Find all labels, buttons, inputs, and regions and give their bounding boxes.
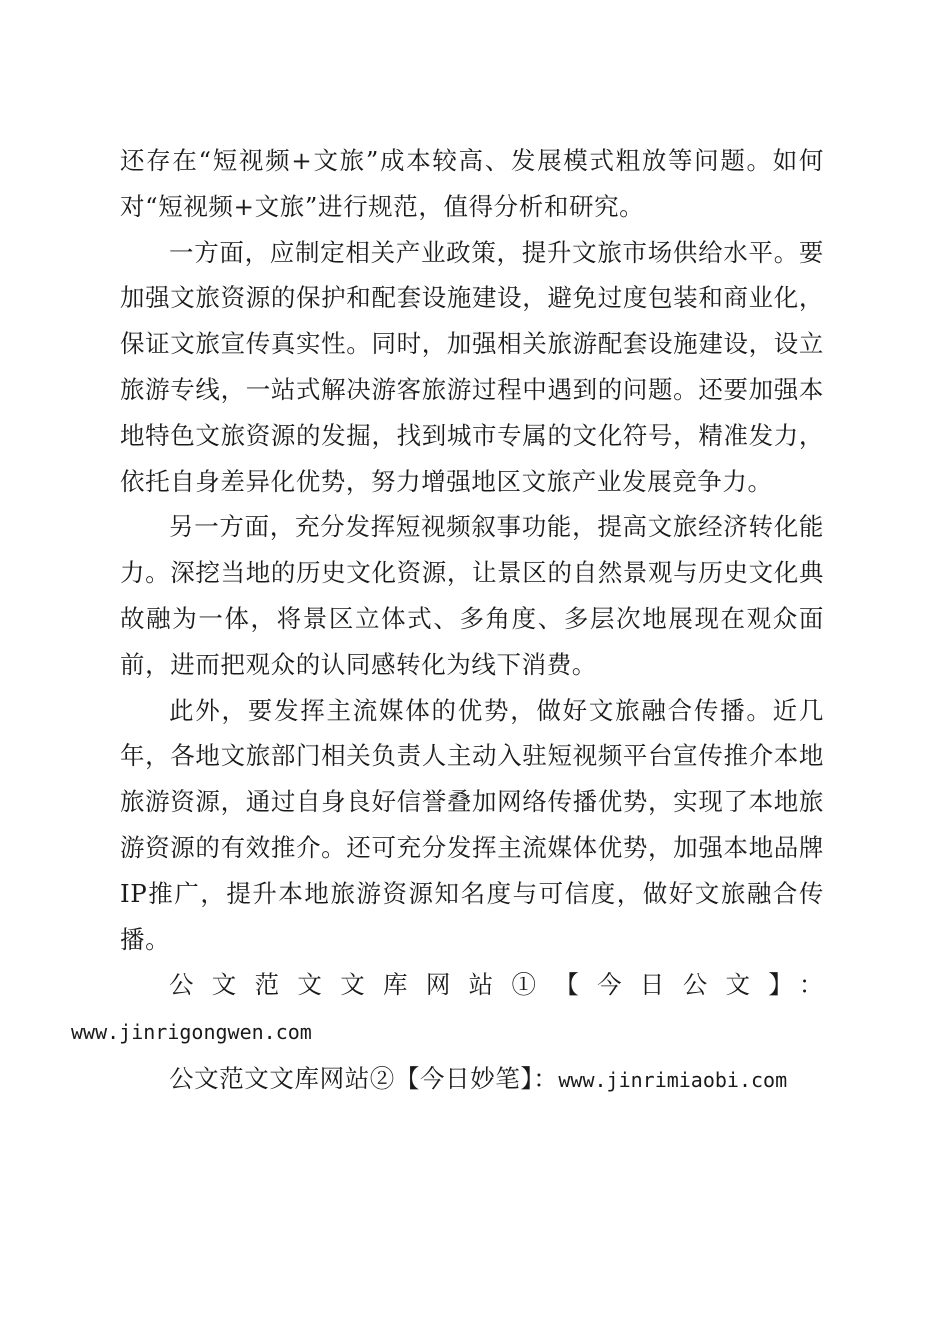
paragraph-2: 一方面，应制定相关产业政策，提升文旅市场供给水平。要加强文旅资源的保护和配套设施建设，避免过度包装和商业化，保证文旅宣传真实性。同时，加强相关旅游配套设施建设，设立旅游专线，一站式解决游客旅游过程中遇到的问题。还要加强本地特色文旅资源的发掘，找到城市专属的文化符号，精准发力，依托自身差异化优势，努力增强地区文旅产业发展竞争力。 xyxy=(120,237,824,496)
site-2-url[interactable]: www.jinrimiaobi.com xyxy=(558,1067,788,1092)
paragraph-1: 还存在“短视频+文旅”成本较高、发展模式粗放等问题。如何对“短视频+文旅”进行规范，值得分析和研究。 xyxy=(120,146,824,221)
paragraph-4: 此外，要发挥主流媒体的优势，做好文旅融合传播。近几年，各地文旅部门相关负责人主动入驻短视频平台宣传推介本地旅游资源，通过自身良好信誉叠加网络传播优势，实现了本地旅游资源的有效推介。还可充分发挥主流媒体优势，加强本地品牌IP推广，提升本地旅游资源知名度与可信度，做好文旅融合传播。 xyxy=(120,695,824,954)
paragraph-3: 另一方面，充分发挥短视频叙事功能，提高文旅经济转化能力。深挖当地的历史文化资源，让景区的自然景观与历史文化典故融为一体，将景区立体式、多角度、多层次地展现在观众面前，进而把观众的认同感转化为线下消费。 xyxy=(120,512,824,679)
site-line-1 xyxy=(71,962,824,1056)
site-1-url[interactable]: www.jinrigongwen.com xyxy=(71,1020,312,1045)
site-1-label: 公文范文文库网站①【今日公文】： xyxy=(169,970,824,1000)
site-2-label: 公文范文文库网站②【今日妙笔】： xyxy=(169,1063,559,1093)
document-body xyxy=(71,138,824,1104)
site-line-2 xyxy=(120,1056,824,1104)
